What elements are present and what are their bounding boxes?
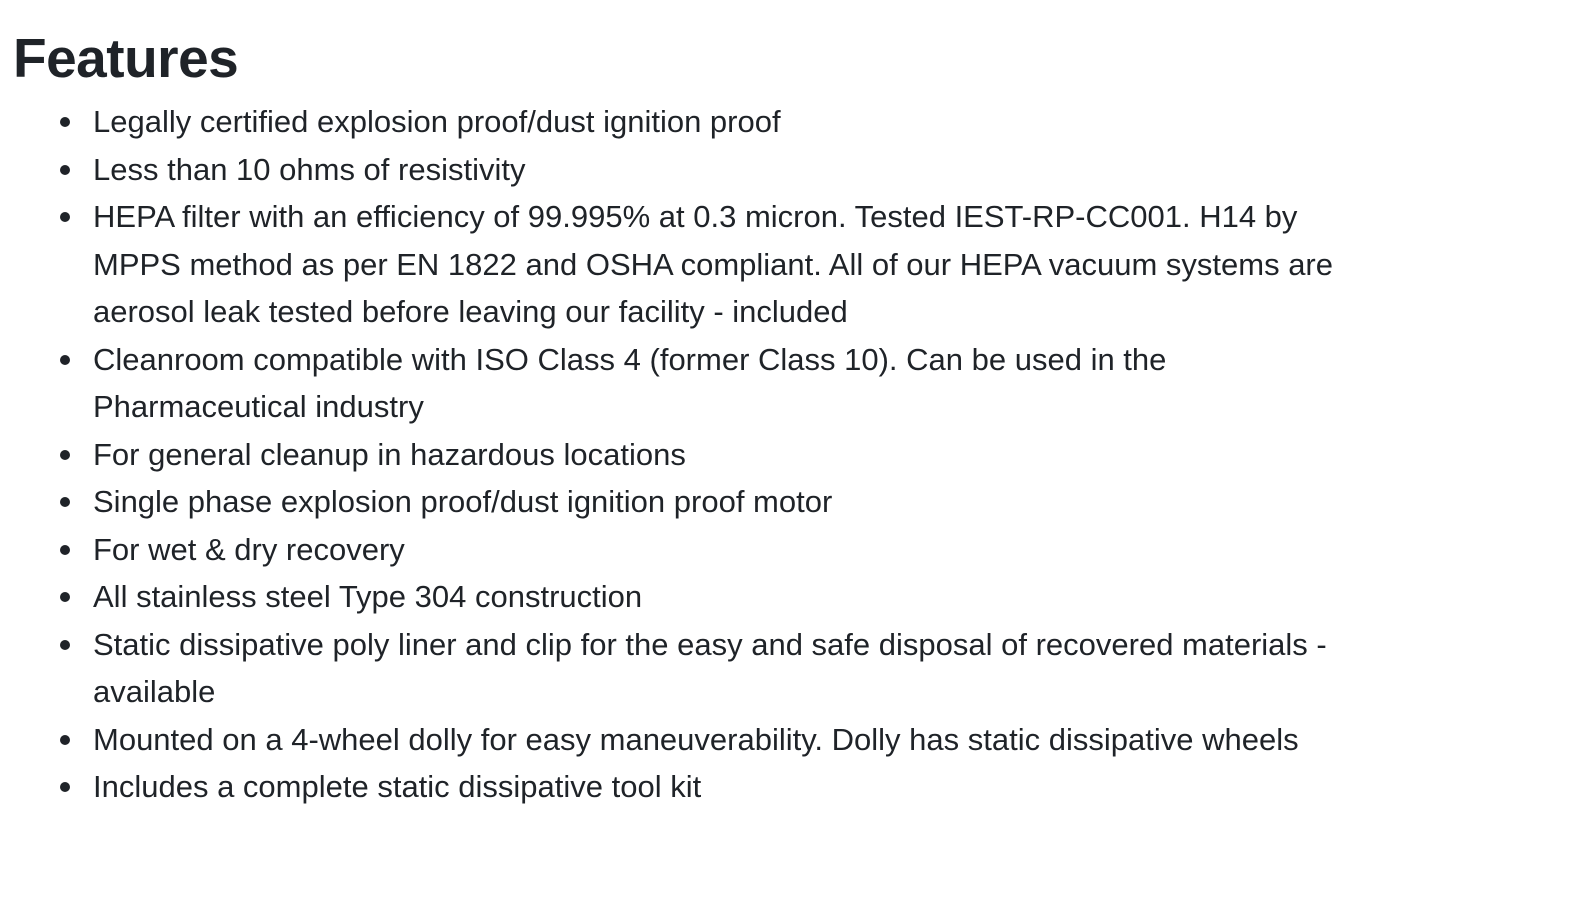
features-list (13, 98, 1333, 811)
feature-item (93, 716, 1333, 764)
bullet-icon (60, 640, 70, 650)
feature-text: For general cleanup in hazardous locations (93, 436, 686, 472)
feature-text: For wet & dry recovery (93, 531, 405, 567)
features-heading: Features (13, 27, 239, 89)
feature-text: All stainless steel Type 304 construction (93, 579, 643, 614)
bullet-icon (60, 545, 70, 555)
feature-item (93, 573, 1333, 621)
feature-text: Single phase explosion proof/dust ignition proof motor (93, 484, 833, 519)
feature-item (93, 146, 1333, 194)
feature-item (93, 193, 1333, 336)
feature-item (93, 336, 1333, 431)
feature-text: Mounted on a 4-wheel dolly for easy maneuverability. Dolly has static dissipative wheels (93, 721, 1299, 757)
feature-item (93, 763, 1333, 811)
feature-item (93, 621, 1333, 716)
feature-item (93, 431, 1333, 479)
feature-item (93, 98, 1333, 146)
bullet-icon (60, 782, 70, 792)
bullet-icon (60, 497, 70, 507)
bullet-icon (60, 355, 70, 365)
feature-text: Includes a complete static dissipative tool kit (93, 769, 702, 804)
feature-item (93, 478, 1333, 526)
bullet-icon (60, 735, 70, 745)
bullet-icon (60, 165, 70, 175)
feature-text: Static dissipative poly liner and clip for the easy and safe disposal of recovered materials - available (93, 626, 1327, 709)
bullet-icon (60, 212, 70, 222)
feature-text: Legally certified explosion proof/dust ignition proof (93, 104, 781, 139)
feature-item (93, 526, 1333, 574)
bullet-icon (60, 117, 70, 127)
feature-text: Cleanroom compatible with ISO Class 4 (former Class 10). Can be used in the Pharmaceutical industry (93, 341, 1167, 424)
bullet-icon (60, 592, 70, 602)
bullet-icon (60, 450, 70, 460)
feature-text: Less than 10 ohms of resistivity (93, 151, 526, 187)
feature-text: HEPA filter with an efficiency of 99.995% at 0.3 micron. Tested IEST-RP-CC001. H14 by MPPS method as per EN 1822 and OSHA compliant. All of our HEPA vacuum systems are aerosol leak tested before leaving our facility - included (93, 199, 1333, 329)
